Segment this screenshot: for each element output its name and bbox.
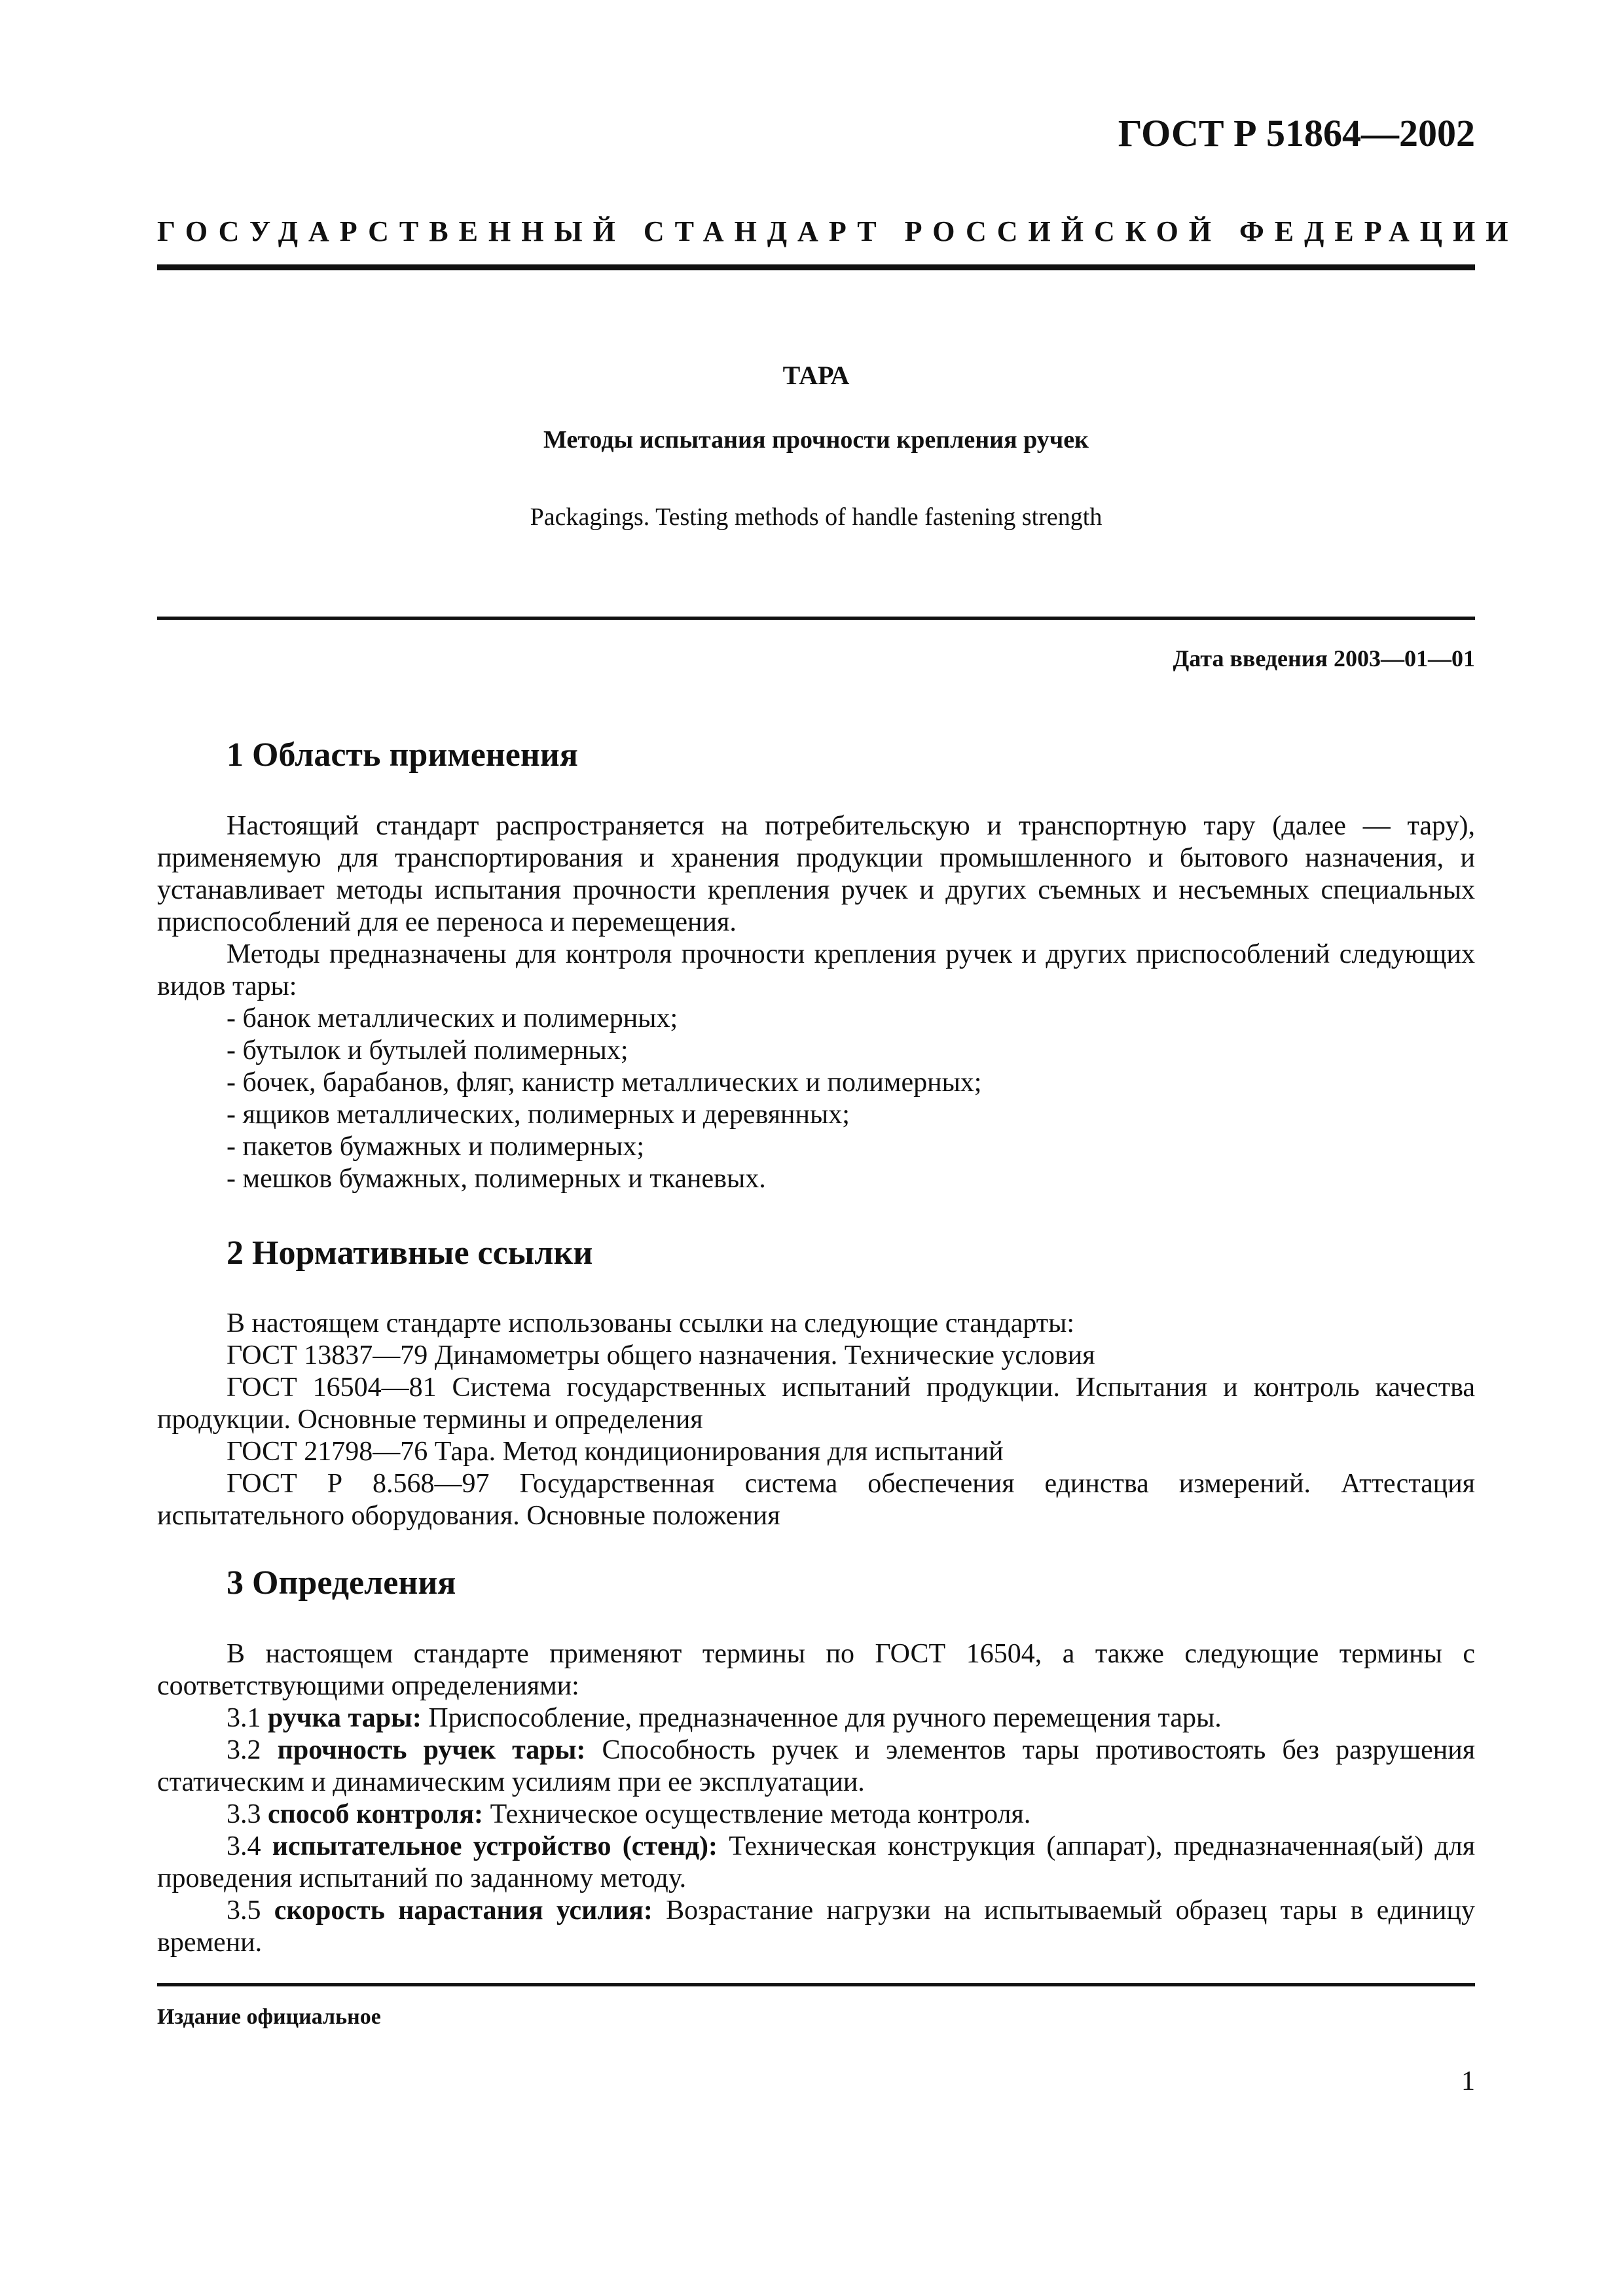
list-item: - мешков бумажных, полимерных и тканевых.	[227, 1164, 766, 1194]
section-2-body	[157, 1308, 1475, 1532]
list-item: - бутылок и бутылей полимерных;	[227, 1035, 629, 1066]
paragraph: В настоящем стандарте применяют термины по ГОСТ 16504, а также следующие термины с соответствующими определениями:	[157, 1639, 1475, 1701]
section-2-heading: 2 Нормативные ссылки	[227, 1234, 593, 1272]
paragraph: В настоящем стандарте использованы ссылки на следующие стандарты:	[227, 1308, 1075, 1338]
state-standard-title: ГОСУДАРСТВЕННЫЙ СТАНДАРТ РОССИЙСКОЙ ФЕДЕРАЦИИ	[157, 215, 1519, 247]
edition-label: Издание официальное	[157, 2005, 381, 2029]
definition-number: 3.1	[227, 1703, 261, 1733]
list-item: - пакетов бумажных и полимерных;	[227, 1132, 645, 1162]
definition-item	[157, 1799, 1475, 1831]
definition-number: 3.5	[227, 1895, 261, 1926]
section-1-body	[157, 810, 1475, 1195]
definition-text: Техническая конструкция (аппарат), предназначенная(ый) для проведения испытаний по заданному методу.	[157, 1831, 1476, 1893]
document-code: ГОСТ Р 51864—2002	[1118, 112, 1475, 154]
reference-item: ГОСТ 13837—79 Динамометры общего назначения. Технические условия	[227, 1340, 1095, 1371]
definition-text: Техническое осуществление метода контроля.	[490, 1799, 1031, 1829]
introduction-date: Дата введения 2003—01—01	[1173, 645, 1475, 672]
definition-text: Возрастание нагрузки на испытываемый образец тары в единицу времени.	[157, 1895, 1475, 1958]
section-3-body	[157, 1638, 1475, 1959]
definition-term: скорость нарастания усилия:	[274, 1895, 653, 1926]
definition-item	[157, 1831, 1475, 1895]
title-divider	[157, 617, 1475, 620]
definition-number: 3.2	[227, 1735, 261, 1765]
reference-item: ГОСТ 21798—76 Тара. Метод кондиционирования для испытаний	[227, 1437, 1004, 1467]
footer-divider	[157, 1983, 1475, 1986]
paragraph: Методы предназначены для контроля прочности крепления ручек и других приспособлений следующих видов тары:	[157, 939, 1475, 1001]
document-subtitle: Методы испытания прочности крепления ручек	[543, 426, 1089, 454]
definition-text: Способность ручек и элементов тары противостоять без разрушения статическим и динамическим усилиям при ее эксплуатации.	[157, 1735, 1476, 1797]
reference-item: ГОСТ 16504—81 Система государственных испытаний продукции. Испытания и контроль качества продукции. Основные термины и определения	[157, 1372, 1475, 1435]
definition-item	[157, 1702, 1475, 1734]
document-title: ТАРА	[782, 361, 850, 390]
definition-number: 3.3	[227, 1799, 261, 1829]
page-number: 1	[1461, 2066, 1475, 2096]
definition-number: 3.4	[227, 1831, 261, 1861]
header-divider	[157, 264, 1475, 270]
section-3-heading: 3 Определения	[227, 1564, 456, 1602]
list-item: - ящиков металлических, полимерных и деревянных;	[227, 1100, 850, 1130]
reference-item: ГОСТ Р 8.568—97 Государственная система обеспечения единства измерений. Аттестация испытательного оборудования. Основные положения	[157, 1469, 1475, 1531]
definition-term: испытательное устройство (стенд):	[272, 1831, 718, 1861]
english-title: Packagings. Testing methods of handle fastening strength	[530, 503, 1103, 531]
definition-text: Приспособление, предназначенное для ручного перемещения тары.	[428, 1703, 1222, 1733]
definition-term: прочность ручек тары:	[277, 1735, 586, 1765]
paragraph: Настоящий стандарт распространяется на потребительскую и транспортную тару (далее — тару), применяемую для транспортирования и хранения продукции промышленного и бытового назначения, и устанавливает методы испытания прочности крепления ручек и других съемных и несъемных специальных приспособлений для ее переноса и перемещения.	[157, 811, 1475, 937]
definition-term: ручка тары:	[268, 1703, 422, 1733]
list-item: - банок металлических и полимерных;	[227, 1003, 678, 1033]
definition-item	[157, 1734, 1475, 1799]
definition-item	[157, 1895, 1475, 1959]
list-item: - бочек, барабанов, фляг, канистр металлических и полимерных;	[227, 1067, 982, 1098]
definition-term: способ контроля:	[268, 1799, 484, 1829]
section-1-heading: 1 Область применения	[227, 736, 578, 774]
